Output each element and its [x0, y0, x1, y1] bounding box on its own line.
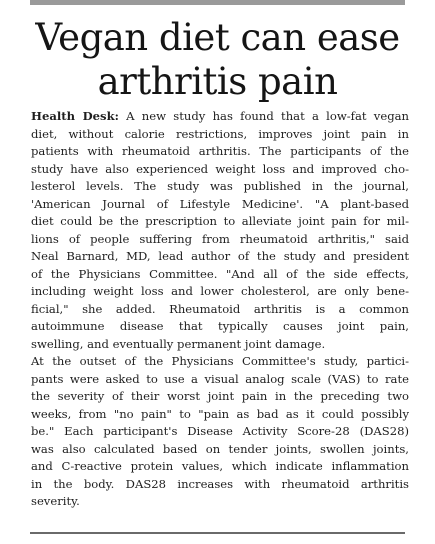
article-line: diet could be the prescription to alleviate joint pain for mil- [31, 214, 409, 228]
article-line [31, 108, 409, 126]
bottom-rule [30, 532, 405, 534]
article-line: be." Each participant's Disease Activity Score-28 (DAS28) [31, 424, 409, 438]
headline-line-1: Vegan diet can ease [35, 16, 400, 59]
article-line: ficial," she added. Rheumatoid arthritis is a common [31, 301, 409, 316]
article-line: swelling, and eventually permanent joint damage. [31, 336, 326, 351]
article-line: in the body. DAS28 increases with rheumatoid arthritis [31, 476, 409, 491]
article-line: lions of people suffering from rheumatoid arthritis," said [31, 231, 409, 246]
article-paragraph-1 [31, 108, 409, 353]
article-line: pants were asked to use a visual analog scale (VAS) to rate [31, 371, 409, 386]
dateline: Health Desk: [31, 109, 119, 123]
article-line: diet, without calorie restrictions, improves joint pain in [31, 126, 409, 141]
article-line: lesterol levels. The study was published in the journal, [31, 179, 409, 193]
headline [18, 16, 417, 104]
article-line: study have also experienced weight loss and improved cho- [31, 161, 409, 176]
article-line: of the Physicians Committee. "And all of the side effects, [31, 266, 409, 281]
article-line: autoimmune disease that typically causes joint pain, [31, 319, 409, 333]
article-line: was also calculated based on tender joints, swollen joints, [31, 441, 409, 456]
article-line: weeks, from "no pain" to "pain as bad as it could possibly [31, 406, 409, 421]
article-line: and C-reactive protein values, which indicate inflammation [31, 459, 409, 473]
headline-line-2: arthritis pain [97, 60, 338, 103]
article-body [31, 108, 409, 511]
article-line: the severity of their worst joint pain in the preceding two [31, 389, 409, 403]
article-line: patients with rheumatoid arthritis. The participants of the [31, 144, 409, 158]
article-line-text: A new study has found that a low-fat vegan [118, 109, 409, 123]
top-rule [30, 0, 405, 5]
article-line: severity. [31, 494, 80, 508]
article-paragraph-2 [31, 353, 409, 511]
article-line: including weight loss and lower cholesterol, are only bene- [31, 284, 409, 298]
article-line: At the outset of the Physicians Committee's study, partici- [31, 354, 409, 368]
article-line: 'American Journal of Lifestyle Medicine'. "A plant-based [31, 196, 409, 211]
article-line: Neal Barnard, MD, lead author of the study and president [31, 249, 409, 263]
